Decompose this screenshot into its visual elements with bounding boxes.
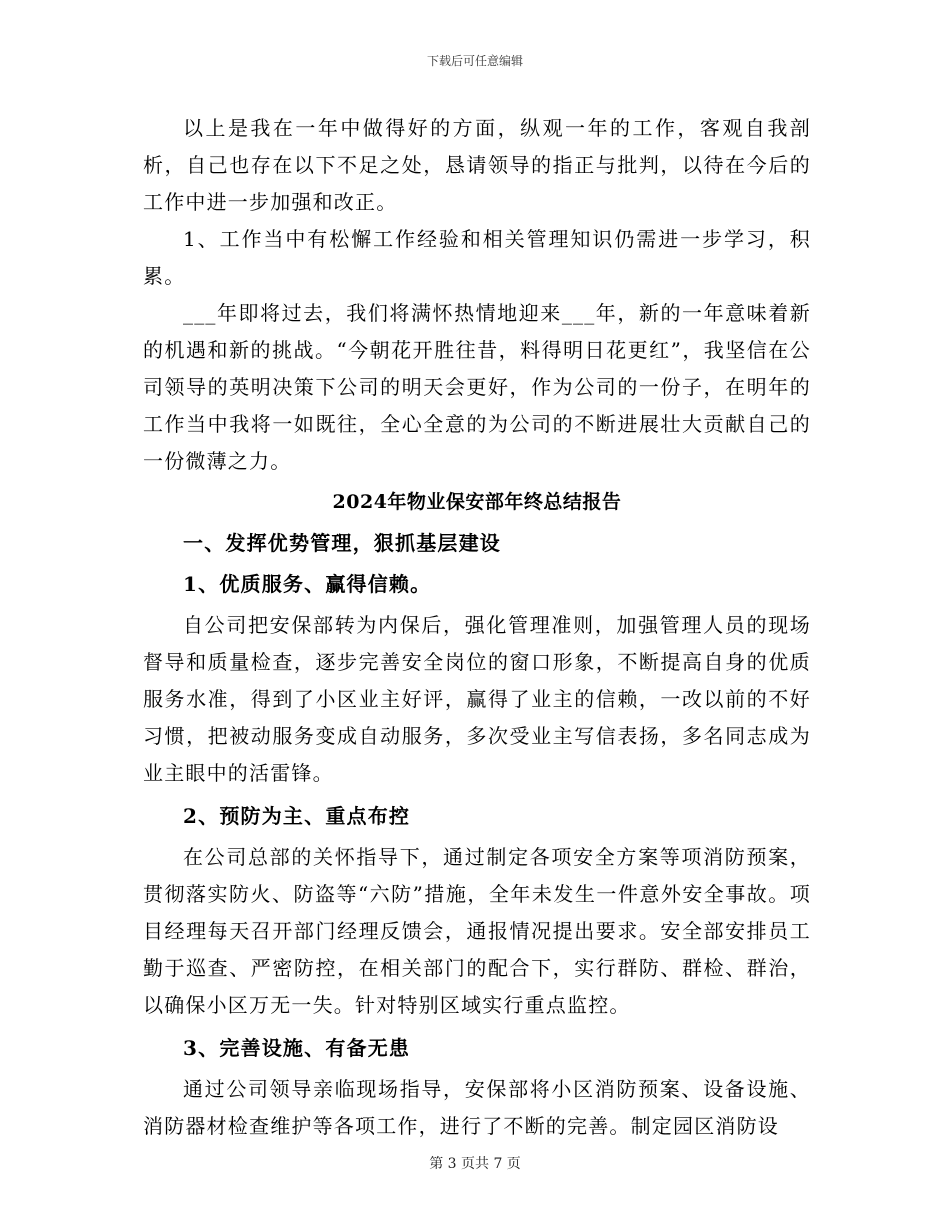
- section-heading-1: 一、发挥优势管理，狠抓基层建设: [183, 531, 501, 555]
- paragraph-outlook: ___年即将过去，我们将满怀热情地迎来___年，新的一年意味着新的机遇和新的挑战。“今朝花开胜往昔，料得明日花更红”，我坚信在公司领导的英明决策下公司的明天会更好，作为公司的一份子，在明年的工作当中我将一如既往，全心全意的为公司的不断进展壮大贡献自己的一份微薄之力。: [143, 301, 811, 473]
- subsection-body-2: 在公司总部的关怀指导下，通过制定各项安全方案等项消防预案，贯彻落实防火、防盗等“六防”措施，全年未发生一件意外安全事故。项目经理每天召开部门经理反馈会，通报情况提出要求。安全部安排员工勤于巡查、严密防控，在相关部门的配合下，实行群防、群检、群治，以确保小区万无一失。针对特别区域实行重点监控。: [143, 845, 811, 1017]
- report-title: 2024年物业保安部年终总结报告: [332, 491, 622, 513]
- subsection-heading-1: 1、优质服务、赢得信赖。: [183, 572, 432, 596]
- subsection-heading-3: 3、完善设施、有备无患: [183, 1036, 411, 1060]
- subsection-body-1: 自公司把安保部转为内保后，强化管理准则，加强管理人员的现场督导和质量检查，逐步完善安全岗位的窗口形象，不断提高自身的优质服务水准，得到了小区业主好评，赢得了业主的信赖，一改以前的不好习惯，把被动服务变成自动服务，多次受业主写信表扬，多名同志成为业主眼中的活雷锋。: [143, 613, 811, 785]
- paragraph-shortcoming-1: 1、工作当中有松懈工作经验和相关管理知识仍需进一步学习，积累。: [143, 227, 811, 288]
- page-footer: 第 3 页共 7 页: [429, 1156, 521, 1172]
- document-body: [143, 110, 811, 1145]
- page-header: 下载后可任意编辑: [426, 54, 523, 68]
- paragraph-self-assessment: 以上是我在一年中做得好的方面，纵观一年的工作，客观自我剖析，自己也存在以下不足之处，恳请领导的指正与批判，以待在今后的工作中进一步加强和改正。: [143, 116, 811, 214]
- subsection-body-3: 通过公司领导亲临现场指导，安保部将小区消防预案、设备设施、消防器材检查维护等各项工作，进行了不断的完善。制定园区消防设: [143, 1077, 811, 1138]
- subsection-heading-2: 2、预防为主、重点布控: [183, 804, 411, 828]
